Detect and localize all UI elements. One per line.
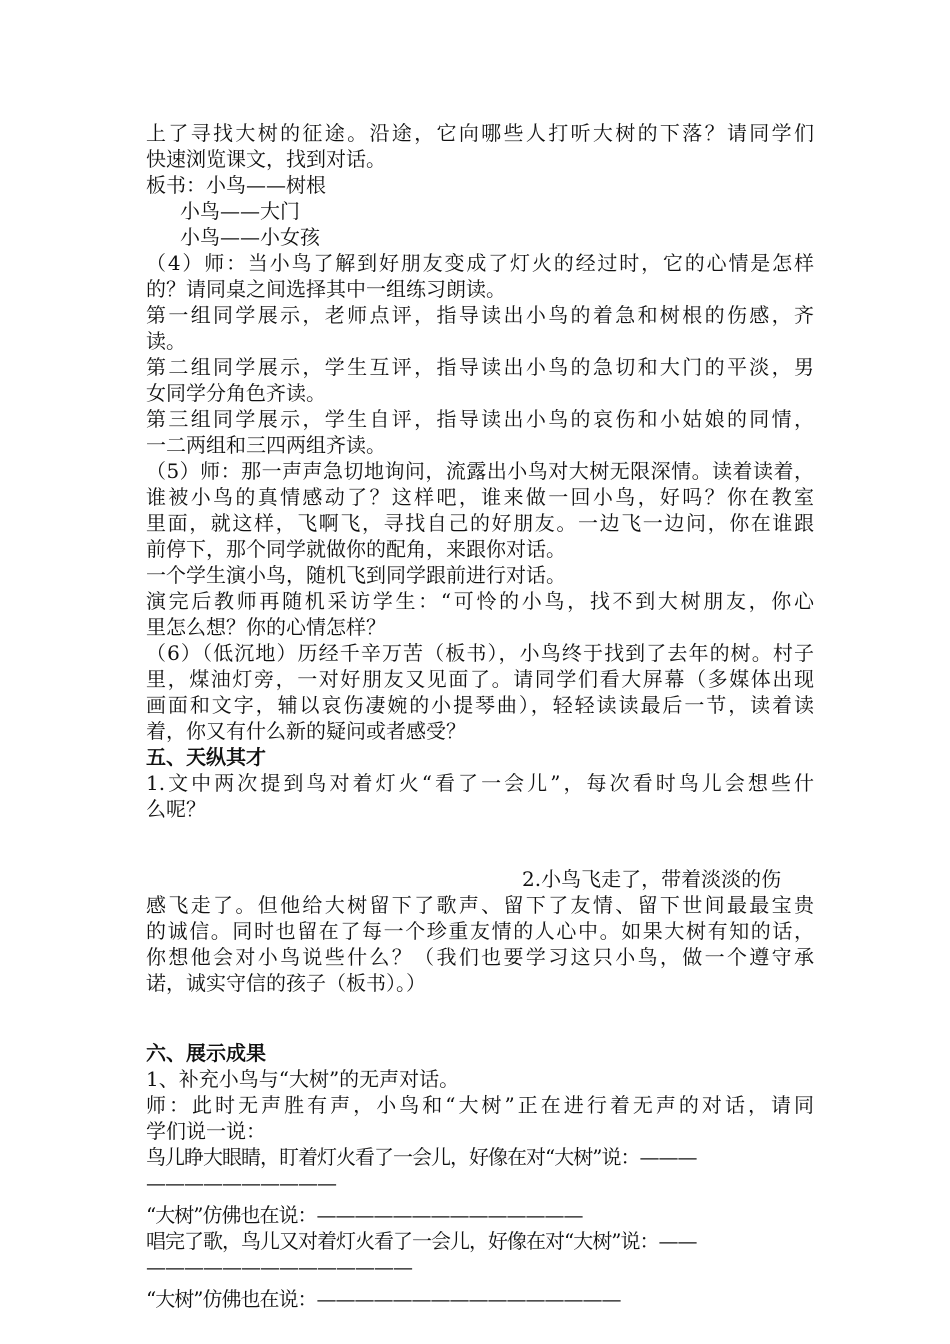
tree-reply-1: “大树”仿佛也在说：——————————————	[146, 1203, 583, 1227]
step4-line-6: 女同学分角色齐读。	[146, 381, 326, 405]
section5-q2-line-1: 2.小鸟飞走了，带着淡淡的伤	[522, 867, 782, 891]
step5-line-3: 里面，就这样，飞啊飞，寻找自己的好朋友。一边飞一边问，你在谁跟	[146, 511, 814, 535]
bird-dialogue-1-line-1: 鸟儿睁大眼睛，盯着灯火看了一会儿，好像在对“大树”说：———	[146, 1145, 697, 1169]
board-line-3: 小鸟——小女孩	[180, 225, 320, 249]
spacer	[146, 996, 814, 1040]
section5-q2-line-2: 感飞走了。但他给大树留下了歌声、留下了友情、留下世间最最宝贵	[146, 893, 814, 917]
tree-reply-2: “大树”仿佛也在说：————————————————	[146, 1287, 621, 1311]
bird-dialogue-1-line-2: ——————————	[146, 1171, 336, 1195]
step6-line-4: 着，你又有什么新的疑问或者感受？	[146, 719, 466, 743]
section6-item-1: 1、补充小鸟与“大树”的无声对话。	[146, 1067, 460, 1091]
step4-line-3: 第一组同学展示，老师点评，指导读出小鸟的着急和树根的伤感，齐	[146, 303, 814, 327]
step5-line-7: 里怎么想？你的心情怎样？	[146, 615, 386, 639]
board-line-1: 板书：小鸟——树根	[146, 173, 326, 197]
section6-heading: 六、展示成果	[146, 1041, 266, 1065]
intro-line-2: 快速浏览课文，找到对话。	[146, 147, 386, 171]
section5-q1-line-1: 1.文中两次提到鸟对着灯火“看了一会儿”，每次看时鸟儿会想些什	[146, 771, 814, 795]
bird-dialogue-2-line-1: 唱完了歌，鸟儿又对着灯火看了一会儿，好像在对“大树”说：——	[146, 1229, 697, 1253]
section5-q2-line-3: 的诚信。同时也留在了每一个珍重友情的人心中。如果大树有知的话，	[146, 919, 814, 943]
step6-line-1: （6）（低沉地）历经千辛万苦（板书），小鸟终于找到了去年的树。村子	[146, 641, 814, 665]
section5-q2-line-5: 诺，诚实守信的孩子（板书）。）	[146, 971, 426, 995]
step5-line-2: 谁被小鸟的真情感动了？这样吧，谁来做一回小鸟，好吗？你在教室	[146, 485, 814, 509]
step6-line-3: 画面和文字，辅以哀伤凄婉的小提琴曲），轻轻读读最后一节，读着读	[146, 693, 814, 717]
section6-teacher-line-2: 学们说一说：	[146, 1119, 266, 1143]
step5-line-1: （5）师：那一声声急切地询问，流露出小鸟对大树无限深情。读着读着，	[146, 459, 814, 483]
section5-q2-line-4: 你想他会对小鸟说些什么？（我们也要学习这只小鸟，做一个遵守承	[146, 945, 814, 969]
step4-line-7: 第三组同学展示，学生自评，指导读出小鸟的哀伤和小姑娘的同情，	[146, 407, 814, 431]
board-line-2: 小鸟——大门	[180, 199, 300, 223]
section6-teacher-line-1: 师：此时无声胜有声，小鸟和“大树”正在进行着无声的对话，请同	[146, 1093, 814, 1117]
section5-q1-line-2: 么呢？	[146, 797, 206, 821]
step4-line-4: 读。	[146, 329, 186, 353]
document-page	[146, 120, 814, 1312]
step4-line-5: 第二组同学展示，学生互评，指导读出小鸟的急切和大门的平淡，男	[146, 355, 814, 379]
spacer	[146, 822, 814, 866]
intro-line-1: 上了寻找大树的征途。沿途，它向哪些人打听大树的下落？请同学们	[146, 121, 814, 145]
step6-line-2: 里，煤油灯旁，一对好朋友又见面了。请同学们看大屏幕（多媒体出现	[146, 667, 814, 691]
bird-dialogue-2-line-2: ——————————————	[146, 1255, 412, 1279]
step4-line-2: 的？请同桌之间选择其中一组练习朗读。	[146, 277, 506, 301]
step5-line-6: 演完后教师再随机采访学生：“可怜的小鸟，找不到大树朋友，你心	[146, 589, 814, 613]
step4-line-8: 一二两组和三四两组齐读。	[146, 433, 386, 457]
step5-line-5: 一个学生演小鸟，随机飞到同学跟前进行对话。	[146, 563, 566, 587]
step5-line-4: 前停下，那个同学就做你的配角，来跟你对话。	[146, 537, 566, 561]
section5-heading: 五、天纵其才	[146, 745, 266, 769]
step4-line-1: （4）师：当小鸟了解到好朋友变成了灯火的经过时，它的心情是怎样	[146, 251, 814, 275]
